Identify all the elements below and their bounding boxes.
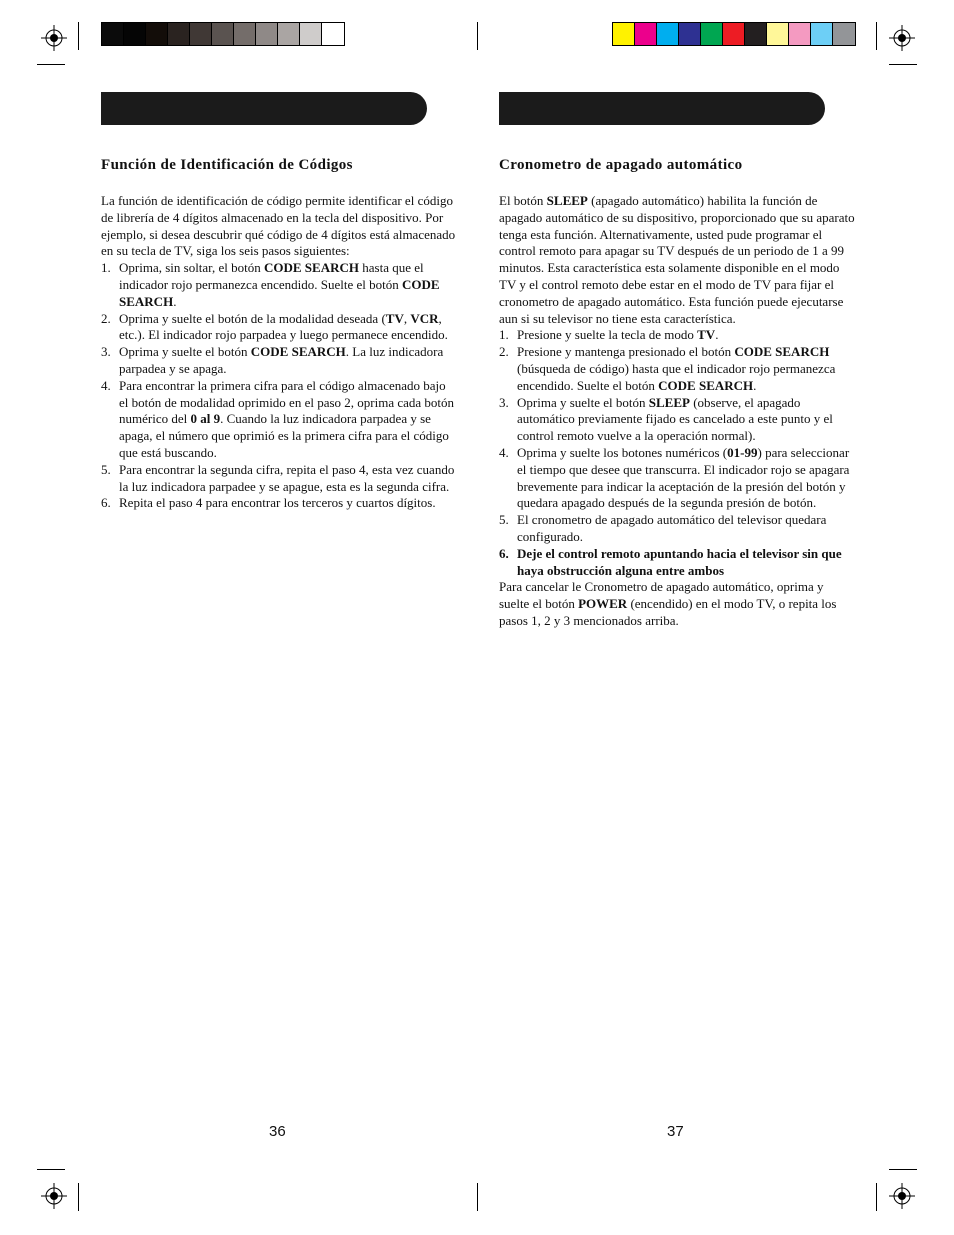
step-number: 2. <box>499 344 509 360</box>
step-number: 5. <box>101 461 111 477</box>
list-item: 2. Oprima y suelte el botón de la modalidad deseada (TV, VCR, etc.). El indicador rojo parpadea y luego permanece encendido. <box>101 310 448 343</box>
step-number: 5. <box>499 512 509 528</box>
color-swatch <box>789 23 811 45</box>
gray-swatch <box>278 23 300 45</box>
gray-swatch <box>168 23 190 45</box>
step-number: 3. <box>499 394 509 410</box>
color-swatch <box>679 23 701 45</box>
right-section-title: Cronometro de apagado automático <box>499 157 743 173</box>
registration-mark-icon <box>41 25 67 51</box>
gray-swatch <box>102 23 124 45</box>
color-swatch <box>745 23 767 45</box>
color-swatch <box>723 23 745 45</box>
list-item: 4. Para encontrar la primera cifra para el código almacenado bajo el botón de modalidad oprimido en el paso 2, oprima cada botón numérico del 0 al 9. Cuando la luz indicadora parpadea y se apaga, el número que oprimió es la primera cifra para el código que está buscando. <box>101 377 455 460</box>
color-swatch <box>657 23 679 45</box>
color-swatch <box>767 23 789 45</box>
left-header-bar <box>101 92 427 125</box>
right-closing: Para cancelar le Cronometro de apagado automático, oprima y suelte el botón POWER (encendido) en el modo TV, o repita los pasos 1, 2 y 3 mencionados arriba. <box>499 579 837 628</box>
right-header-bar <box>499 92 825 125</box>
list-item: 3. Oprima y suelte el botón SLEEP (observe, el apagado automático previamente fijado es cancelado a este punto y el control remoto vuelve a la operación normal). <box>499 394 833 444</box>
left-column <box>101 193 457 512</box>
gray-swatch <box>190 23 212 45</box>
gray-swatch <box>256 23 278 45</box>
gray-swatch <box>212 23 234 45</box>
step-number: 1. <box>101 260 111 276</box>
step-number: 4. <box>499 444 509 460</box>
right-intro: El botón SLEEP (apagado automático) habilita la función de apagado automático de su dispositivo, proporcionado que su aparato tenga esta función. Alternativamente, usted pude programar el control remoto para apagar su TV después de un periodo de 1 a 99 minutos. Esta característica esta solamente disponible en el modo TV y el control remoto debe estar en el modo de TV para fijar el cronometro de apagado automático. Esta función puede ejecutarse aun si su televisor no tiene esta característica. <box>499 193 855 326</box>
color-swatch <box>833 23 855 45</box>
list-item: 3. Oprima y suelte el botón CODE SEARCH. La luz indicadora parpadea y se apaga. <box>101 344 444 376</box>
registration-mark-icon <box>889 25 915 51</box>
list-item: 5. Para encontrar la segunda cifra, repita el paso 4, esta vez cuando la luz indicadora parpadee y se apague, esta es la segunda cifra. <box>101 461 455 494</box>
registration-mark-icon <box>889 1183 915 1209</box>
list-item: 5. El cronometro de apagado automático del televisor quedara configurado. <box>499 512 827 544</box>
left-page-number: 36 <box>269 1123 286 1140</box>
right-column <box>499 193 855 630</box>
right-page-number: 37 <box>667 1123 684 1140</box>
list-item: 4. Oprima y suelte los botones numéricos (01-99) para seleccionar el tiempo que desee que transcurra. El indicador rojo se apagara brevemente para indicar la aceptación de la presión del botón y quedara apagado después de la segunda presión de botón. <box>499 444 850 511</box>
step-number: 1. <box>499 327 509 343</box>
grayscale-calibration-bar <box>101 22 345 46</box>
left-intro: La función de identificación de código permite identificar el código de librería de 4 dígitos almacenado en la tecla del dispositivo. Por ejemplo, si desea descubrir qué código de 4 dígitos está almacenado en su tecla de TV, siga los seis pasos siguientes: <box>101 193 456 259</box>
step-number: 2. <box>101 310 111 326</box>
gray-swatch <box>300 23 322 45</box>
color-swatch <box>635 23 657 45</box>
gray-swatch <box>234 23 256 45</box>
color-swatch <box>701 23 723 45</box>
color-swatch <box>613 23 635 45</box>
step-number: 6. <box>499 545 509 561</box>
registration-mark-icon <box>41 1183 67 1209</box>
color-swatch <box>811 23 833 45</box>
gray-swatch <box>146 23 168 45</box>
list-item: 2. Presione y mantenga presionado el botón CODE SEARCH (búsqueda de código) hasta que el indicador rojo permanezca encendido. Suelte el botón CODE SEARCH. <box>499 344 836 393</box>
color-calibration-bar <box>612 22 856 46</box>
left-steps-list <box>101 260 457 512</box>
step-number: 3. <box>101 344 111 360</box>
list-item: 6. Deje el control remoto apuntando hacia el televisor sin que haya obstrucción alguna entre ambos <box>499 545 842 578</box>
list-item: 1. Presione y suelte la tecla de modo TV. <box>499 327 719 343</box>
step-number: 4. <box>101 377 111 393</box>
list-item: 6. Repita el paso 4 para encontrar los terceros y cuartos dígitos. <box>101 495 436 511</box>
gray-swatch <box>322 23 344 45</box>
right-steps-list <box>499 327 855 579</box>
gray-swatch <box>124 23 146 45</box>
left-section-title: Función de Identificación de Códigos <box>101 157 353 173</box>
list-item: 1. Oprima, sin soltar, el botón CODE SEARCH hasta que el indicador rojo permanezca encendido. Suelte el botón CODE SEARCH. <box>101 260 440 309</box>
step-number: 6. <box>101 495 111 511</box>
